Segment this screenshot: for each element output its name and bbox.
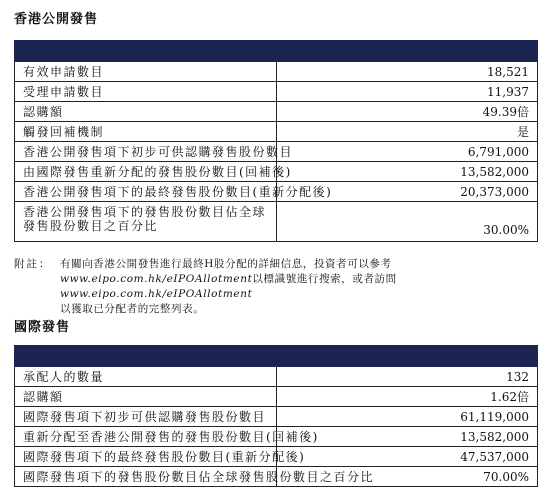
table-header-bar [15, 346, 538, 367]
row-value: 6,791,000 [276, 142, 538, 162]
note-body [60, 257, 538, 317]
row-label: 香港公開發售項下初步可供認購發售股份數目 [15, 142, 277, 162]
table-row [15, 367, 538, 387]
row-value: 1.62倍 [276, 387, 538, 407]
row-value: 61,119,000 [276, 407, 538, 427]
row-label: 重新分配至香港公開發售的發售股份數目(回補後) [15, 427, 277, 447]
intl-offering-table [14, 345, 538, 487]
note-text: 有關向香港公開發售進行最終H股分配的詳細信息，投資者可以參考 [60, 258, 392, 270]
table-row [15, 467, 538, 487]
allotment-note [14, 257, 538, 317]
table-row [15, 182, 538, 202]
row-value: 30.00% [276, 202, 538, 242]
row-label: 觸發回補機制 [15, 122, 277, 142]
row-label: 承配人的數量 [15, 367, 277, 387]
eipo-allotment-link[interactable]: www.eipo.com.hk/eIPOAllotment [60, 273, 253, 285]
row-label: 香港公開發售項下的發售股份數目佔全球發售股份數目之百分比 [15, 202, 277, 242]
row-label: 由國際發售重新分配的發售股份數目(回補後) [15, 162, 277, 182]
row-value: 47,537,000 [276, 447, 538, 467]
table-row [15, 62, 538, 82]
row-value: 是 [276, 122, 538, 142]
row-label: 國際發售項下初步可供認購發售股份數目 [15, 407, 277, 427]
table-row [15, 202, 538, 242]
row-label: 認購額 [15, 102, 277, 122]
note-text: 以獲取已分配者的完整列表。 [60, 303, 205, 315]
row-label: 香港公開發售項下的最終發售股份數目(重新分配後) [15, 182, 277, 202]
table-row [15, 387, 538, 407]
note-label: 附註： [14, 258, 52, 270]
table-row [15, 122, 538, 142]
row-value: 20,373,000 [276, 182, 538, 202]
row-value: 70.00% [276, 467, 538, 487]
intl-offering-title: 國際發售 [14, 320, 71, 335]
row-value: 18,521 [276, 62, 538, 82]
row-value: 13,582,000 [276, 162, 538, 182]
hk-offering-title: 香港公開發售 [14, 12, 99, 27]
table-header-bar [15, 41, 538, 62]
row-label: 有效申請數目 [15, 62, 277, 82]
row-label: 受理申請數目 [15, 82, 277, 102]
row-value: 132 [276, 367, 538, 387]
table-row [15, 82, 538, 102]
row-value: 13,582,000 [276, 427, 538, 447]
hk-offering-table [14, 40, 538, 242]
table-row [15, 142, 538, 162]
table-row [15, 427, 538, 447]
row-value: 11,937 [276, 82, 538, 102]
table-row [15, 447, 538, 467]
table-row [15, 162, 538, 182]
table-row [15, 407, 538, 427]
eipo-allotment-link[interactable]: www.eipo.com.hk/eIPOAllotment [60, 288, 253, 300]
table-row [15, 102, 538, 122]
note-text: 以標識號進行搜索，或者訪問 [252, 273, 397, 285]
row-label: 認購額 [15, 387, 277, 407]
row-value: 49.39倍 [276, 102, 538, 122]
row-label: 國際發售項下的發售股份數目佔全球發售股份數目之百分比 [15, 467, 277, 487]
row-label: 國際發售項下的最終發售股份數目(重新分配後) [15, 447, 277, 467]
